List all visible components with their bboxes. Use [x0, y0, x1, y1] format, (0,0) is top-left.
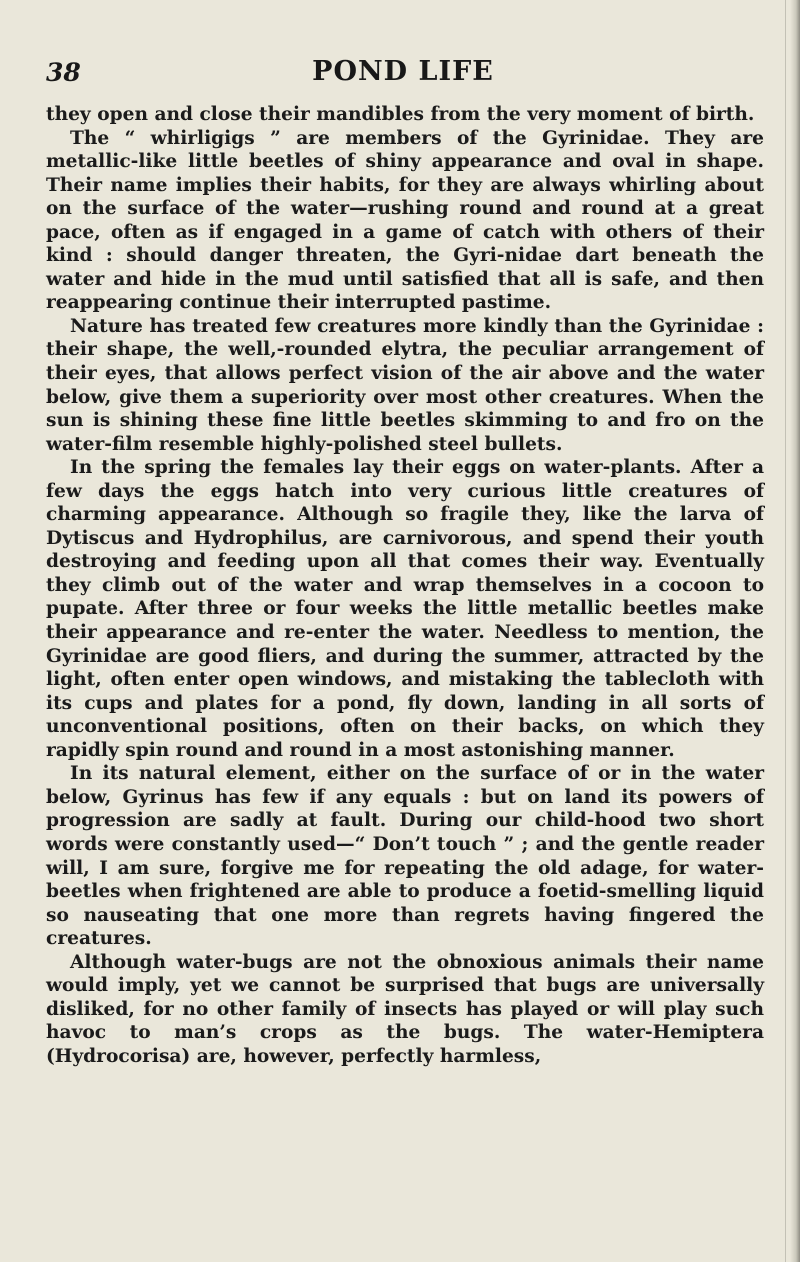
running-head: POND LIFE	[312, 56, 494, 87]
paragraph-water-bugs: Although water-bugs are not the obnoxious animals their name would imply, yet we cannot be surprised that bugs are universally disliked, for no other family of insects has played or will play such havoc to man’s crops as the bugs. The water-Hemiptera (Hydrocorisa) are, however, perfectly harmless,	[46, 951, 764, 1067]
paragraph-continuation: they open and close their mandibles from the very moment of birth.	[46, 104, 755, 125]
body-text	[46, 103, 764, 1068]
page-edge-line	[785, 0, 786, 1262]
paragraph-nature: Nature has treated few creatures more kindly than the Gyrinidae : their shape, the well,-rounded elytra, the peculiar arrangement of their eyes, that allows perfect vision of the air above and the water below, give them a superiority over most other creatures. When the sun is shining these fine little beetles skimming to and fro on the water-film resemble highly-polished steel bullets.	[46, 315, 764, 455]
page-header	[46, 58, 760, 98]
page-edge-shadow	[790, 0, 800, 1262]
paragraph-whirligigs: The “ whirligigs ” are members of the Gyrinidae. They are metallic-like little beetles of shiny appearance and oval in shape. Their name implies their habits, for they are always whirling about on the surface of the water—rushing round and round at a great pace, often as if engaged in a game of catch with others of their kind : should danger threaten, the Gyri-nidae dart beneath the water and hide in the mud until satisfied that all is safe, and then reappearing continue their interrupted pastime.	[46, 127, 764, 314]
paragraph-spring: In the spring the females lay their eggs on water-plants. After a few days the eggs hatch into very curious little creatures of charming appearance. Although so fragile they, like the larva of Dytiscus and Hydrophilus, are carnivorous, and spend their youth destroying and feeding upon all that comes their way. Eventually they climb out of the water and wrap themselves in a cocoon to pupate. After three or four weeks the little metallic beetles make their appearance and re-enter the water. Needless to mention, the Gyrinidae are good fliers, and during the summer, attracted by the light, often enter open windows, and mistaking the tablecloth with its cups and plates for a pond, fly down, landing in all sorts of unconventional positions, often on their backs, on which they rapidly spin round and round in a most astonishing manner.	[46, 457, 764, 761]
paragraph-natural-element: In its natural element, either on the surface of or in the water below, Gyrinus has few if any equals : but on land its powers of progression are sadly at fault. During our child-hood two short words were constantly used—“ Don’t touch ” ; and the gentle reader will, I am sure, forgive me for repeating the old adage, for water-beetles when frightened are able to produce a foetid-smelling liquid so nauseating that one more than regrets having fingered the creatures.	[46, 763, 764, 950]
page-number: 38	[46, 58, 81, 87]
